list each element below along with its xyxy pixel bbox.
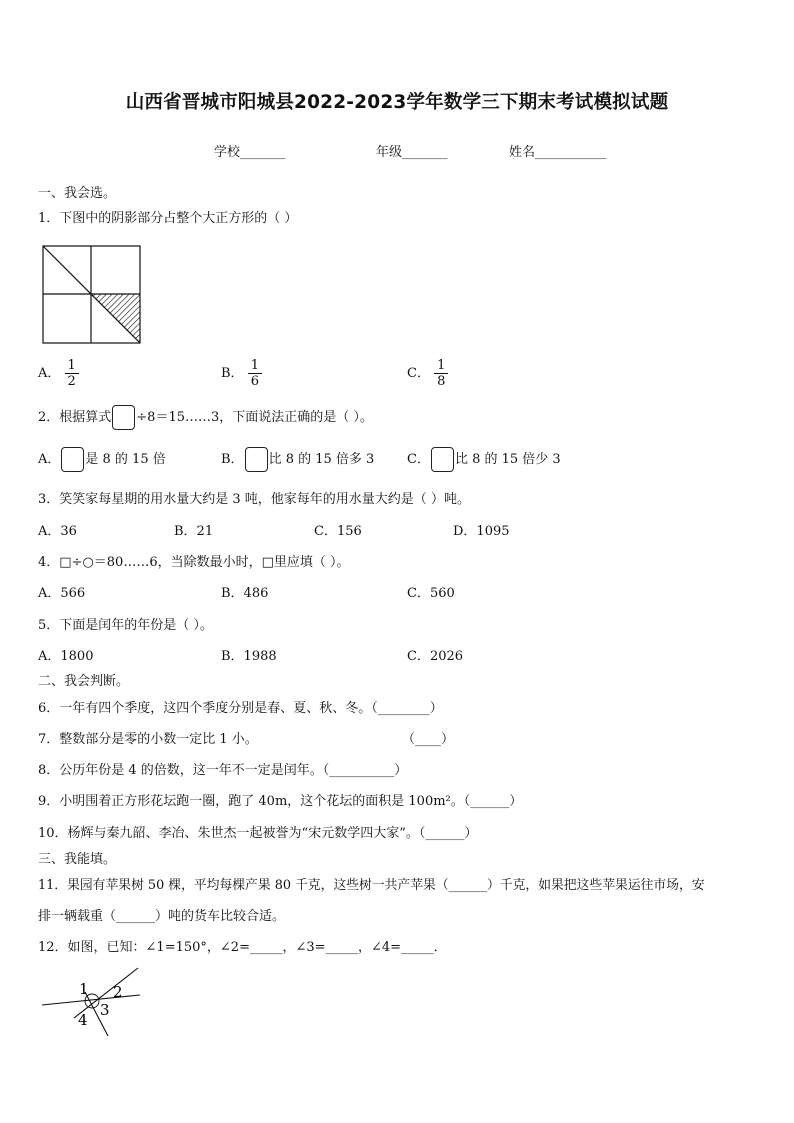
- q5-option-c[interactable]: C．2026: [407, 649, 464, 664]
- blank-box: [245, 447, 268, 472]
- q1-option-c[interactable]: C． $\frac{1}{8}$: [407, 358, 448, 389]
- q3-option-b[interactable]: B．21: [174, 524, 214, 539]
- blank-box: [61, 447, 84, 472]
- angle-figure: [40, 965, 144, 1039]
- angle-label-4: 4: [78, 1011, 88, 1029]
- q3-option-d[interactable]: D．1095: [453, 524, 510, 539]
- q4-option-a[interactable]: A．566: [38, 586, 86, 601]
- question-11-line-2: 排一辆载重（______）吨的货车比较合适。: [38, 909, 286, 924]
- angle-label-1: 1: [79, 980, 89, 998]
- question-12-stem: 12．如图，已知：∠1=150°，∠2=_____，∠3=_____，∠4=_____．: [38, 940, 447, 955]
- name-field: 姓名___________: [509, 145, 607, 160]
- grade-field: 年级_______: [376, 145, 448, 160]
- square-figure: [42, 245, 142, 345]
- q4-option-c[interactable]: C．560: [407, 586, 455, 601]
- question-9: 9．小明围着正方形花坛跑一圈，跑了 40m，这个花坛的面积是 100m²。（______）: [38, 794, 523, 809]
- q2-option-a[interactable]: A． 是 8 的 15 倍: [38, 447, 166, 472]
- q5-option-b[interactable]: B．1988: [221, 649, 277, 664]
- q3-option-a[interactable]: A．36: [38, 524, 77, 539]
- q1-option-b[interactable]: B． $\frac{1}{6}$: [221, 358, 262, 389]
- question-7: 7．整数部分是零的小数一定比 1 小。: [38, 732, 258, 747]
- angle-label-2: 2: [113, 983, 123, 1001]
- q5-option-a[interactable]: A．1800: [38, 649, 94, 664]
- question-10: 10．杨辉与秦九韶、李冶、朱世杰一起被誉为“宋元数学四大家”。（______）: [38, 826, 478, 841]
- question-2-stem: 2．根据算式 ÷8＝15……3，下面说法正确的是（ ）。: [38, 405, 373, 430]
- question-1-stem: 1．下图中的阴影部分占整个大正方形的（ ）: [38, 211, 298, 226]
- q2-option-c[interactable]: C． 比 8 的 15 倍少 3: [407, 447, 561, 472]
- question-5-stem: 5．下面是闰年的年份是（ ）。: [38, 618, 213, 633]
- school-field: 学校_______: [214, 145, 286, 160]
- fraction: $\frac{1}{8}$: [434, 358, 448, 389]
- question-8: 8．公历年份是 4 的倍数，这一年不一定是闰年。（__________）: [38, 763, 408, 778]
- question-11-line-1: 11．果园有苹果树 50 棵，平均每棵产果 80 千克，这些树一共产苹果（______）千克，如果把这些苹果运往市场，安: [38, 878, 705, 893]
- blank-box: [431, 447, 454, 472]
- question-6: 6．一年有四个季度，这四个季度分别是春、夏、秋、冬。（________）: [38, 701, 443, 716]
- fraction: $\frac{1}{2}$: [65, 358, 79, 389]
- question-4-stem: 4．□÷○＝80……6，当除数最小时，□里应填（ ）。: [38, 555, 350, 570]
- question-7-blank[interactable]: （____）: [402, 732, 455, 747]
- section-heading-judge: 二、我会判断。: [38, 674, 130, 689]
- q3-option-c[interactable]: C．156: [314, 524, 362, 539]
- section-heading-fill: 三、我能填。: [38, 852, 117, 867]
- fraction: $\frac{1}{6}$: [248, 358, 262, 389]
- question-3-stem: 3．笑笑家每星期的用水量大约是 3 吨，他家每年的用水量大约是（ ）吨。: [38, 492, 470, 507]
- page-title: 山西省晋城市阳城县2022-2023学年数学三下期末考试模拟试题: [125, 92, 669, 113]
- q1-option-a[interactable]: A． $\frac{1}{2}$: [38, 358, 79, 389]
- section-heading-choice: 一、我会选。: [38, 186, 117, 201]
- q4-option-b[interactable]: B．486: [221, 586, 269, 601]
- angle-label-3: 3: [100, 1001, 110, 1019]
- q2-option-b[interactable]: B． 比 8 的 15 倍多 3: [221, 447, 374, 472]
- blank-box: [112, 405, 135, 430]
